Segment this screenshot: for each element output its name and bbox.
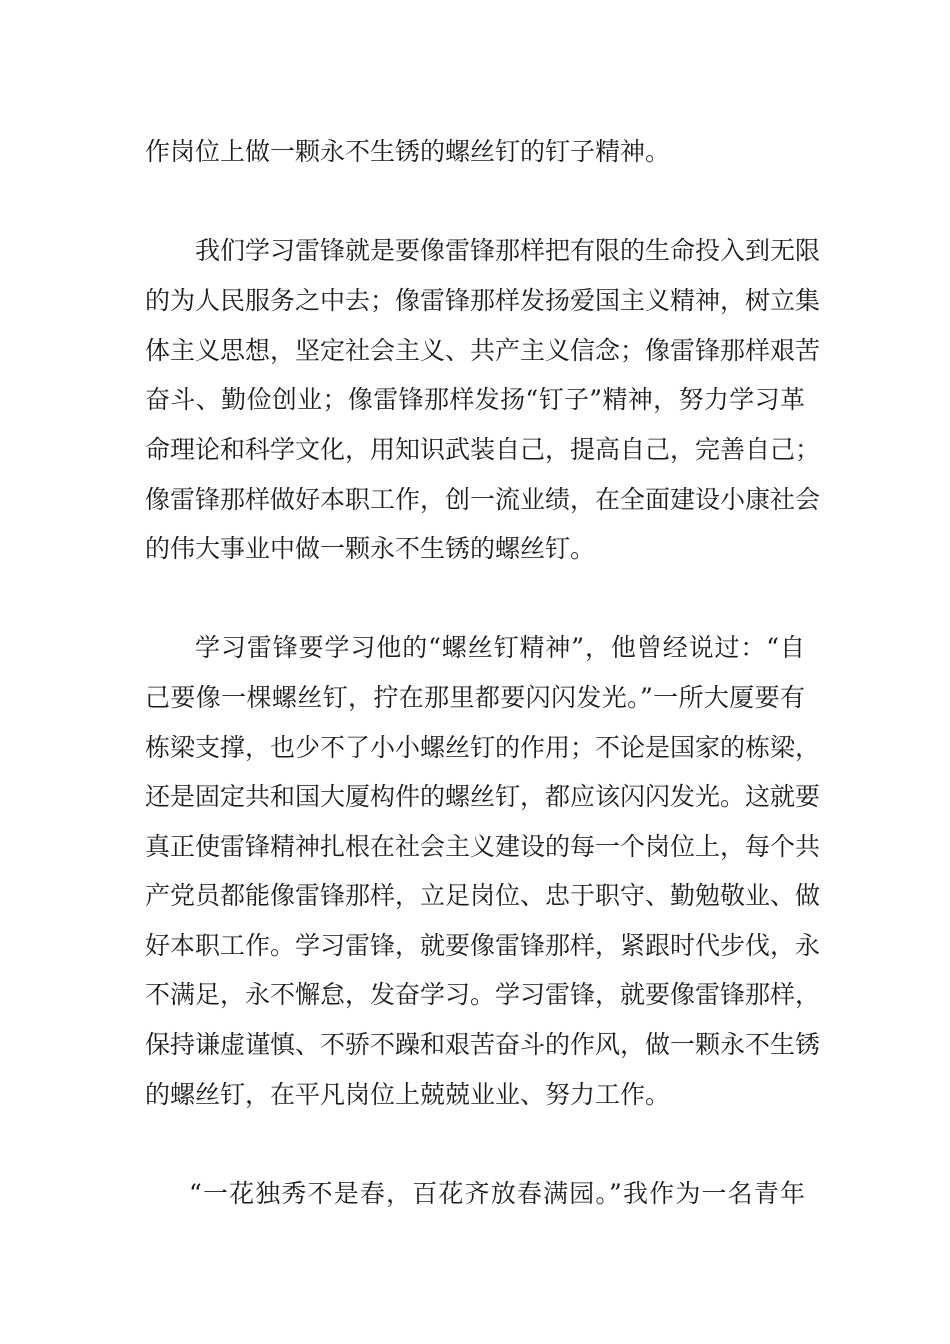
paragraph-2-line-1: 我们学习雷锋就是要像雷锋那样把有限的生命投入到无限 (195, 236, 821, 265)
paragraph-3-line-2: 己要像一棵螺丝钉，拧在那里都要闪闪发光。”一所大厦要有 (145, 683, 805, 712)
paragraph-2-line-4: 奋斗、勤俭创业；像雷锋那样发扬“钉子”精神，努力学习革 (145, 385, 805, 414)
paragraph-3-line-6: 产党员都能像雷锋那样，立足岗位、忠于职守、勤勉敬业、做 (145, 881, 821, 910)
paragraph-3-line-9: 保持谦虚谨慎、不骄不躁和艰苦奋斗的作风，做一颗永不生锈 (145, 1030, 821, 1059)
paragraph-3-line-3: 栋梁支撑，也少不了小小螺丝钉的作用；不论是国家的栋梁， (145, 733, 821, 762)
paragraph-2-line-6: 像雷锋那样做好本职工作，创一流业绩，在全面建设小康社会 (145, 485, 821, 514)
paragraph-2-line-5: 命理论和科学文化，用知识武装自己，提高自己，完善自己； (145, 435, 821, 464)
paragraph-1-line-1: 作岗位上做一颗永不生锈的螺丝钉的钉子精神。 (145, 137, 671, 166)
paragraph-3-line-10: 的螺丝钉，在平凡岗位上兢兢业业、努力工作。 (145, 1080, 671, 1109)
paragraph-3-line-7: 好本职工作。学习雷锋，就要像雷锋那样，紧跟时代步伐，永 (145, 931, 821, 960)
paragraph-3-line-4: 还是固定共和国大厦构件的螺丝钉，都应该闪闪发光。这就要 (145, 782, 821, 811)
paragraph-4-line-1: “一花独秀不是春，百花齐放春满园。”我作为一名青年 (189, 1179, 805, 1208)
paragraph-3-line-5: 真正使雷锋精神扎根在社会主义建设的每一个岗位上，每个共 (145, 832, 821, 861)
paragraph-3-line-8: 不满足，永不懈怠，发奋学习。学习雷锋，就要像雷锋那样， (145, 980, 821, 1009)
paragraph-2-line-3: 体主义思想，坚定社会主义、共产主义信念；像雷锋那样艰苦 (145, 336, 821, 365)
paragraph-2-line-7: 的伟大事业中做一颗永不生锈的螺丝钉。 (145, 534, 596, 563)
paragraph-3-line-1: 学习雷锋要学习他的“螺丝钉精神”，他曾经说过：“自 (195, 633, 805, 662)
paragraph-2-line-2: 的为人民服务之中去；像雷锋那样发扬爱国主义精神，树立集 (145, 286, 821, 315)
